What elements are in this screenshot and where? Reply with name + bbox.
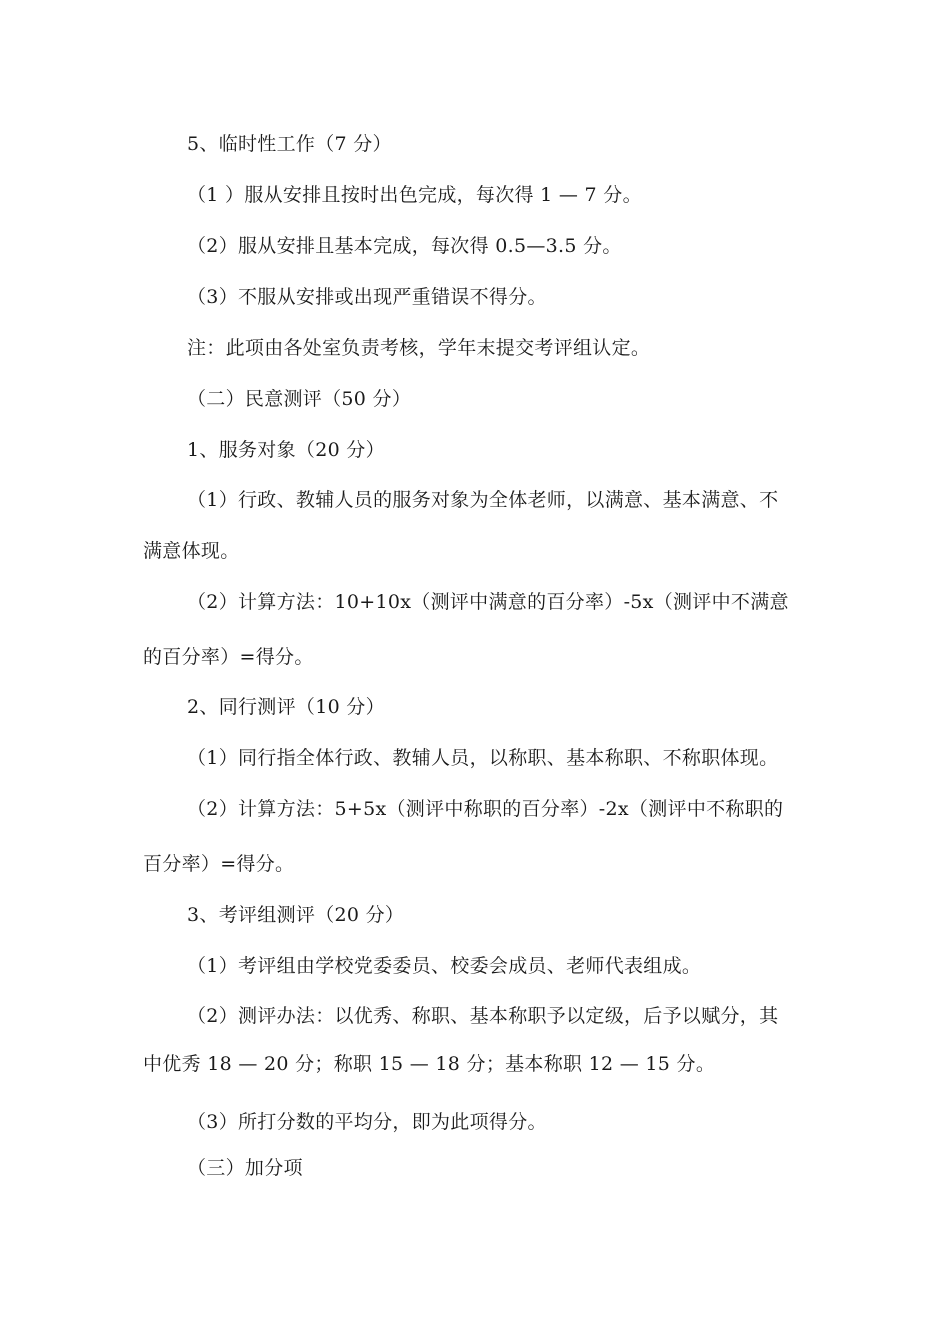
paragraph-line: （3）不服从安排或出现严重错误不得分。 (187, 286, 547, 308)
paragraph-line: （2）计算方法：10+10x（测评中满意的百分率）-5x（测评中不满意 (187, 591, 789, 613)
section-heading-public-opinion: （二）民意测评（50 分） (187, 388, 412, 410)
section-heading-bonus-items: （三）加分项 (187, 1157, 303, 1179)
paragraph-line: （1）行政、教辅人员的服务对象为全体老师，以满意、基本满意、不 (187, 489, 779, 511)
subsection-heading-peer-review: 2、同行测评（10 分） (187, 696, 385, 718)
paragraph-line: （2）服从安排且基本完成，每次得 0.5—3.5 分。 (187, 235, 622, 257)
paragraph-line: 百分率）=得分。 (143, 853, 295, 875)
subsection-heading-service-target: 1、服务对象（20 分） (187, 439, 385, 461)
paragraph-line: （1 ）服从安排且按时出色完成，每次得 1 — 7 分。 (187, 184, 642, 206)
paragraph-line: 中优秀 18 — 20 分；称职 15 — 18 分；基本称职 12 — 15 分。 (143, 1053, 716, 1075)
subsection-heading-panel-review: 3、考评组测评（20 分） (187, 904, 405, 926)
paragraph-line: （1）考评组由学校党委委员、校委会成员、老师代表组成。 (187, 955, 702, 977)
paragraph-line: （2）计算方法：5+5x（测评中称职的百分率）-2x（测评中不称职的 (187, 798, 784, 820)
paragraph-line: （1）同行指全体行政、教辅人员，以称职、基本称职、不称职体现。 (187, 747, 779, 769)
note-line: 注：此项由各处室负责考核，学年末提交考评组认定。 (187, 337, 651, 359)
paragraph-line: 的百分率）=得分。 (143, 646, 314, 668)
paragraph-line: 满意体现。 (143, 540, 240, 562)
paragraph-line: （3）所打分数的平均分，即为此项得分。 (187, 1111, 547, 1133)
paragraph-line: （2）测评办法：以优秀、称职、基本称职予以定级，后予以赋分，其 (187, 1005, 779, 1027)
section-heading-temporary-work: 5、临时性工作（7 分） (187, 133, 392, 155)
